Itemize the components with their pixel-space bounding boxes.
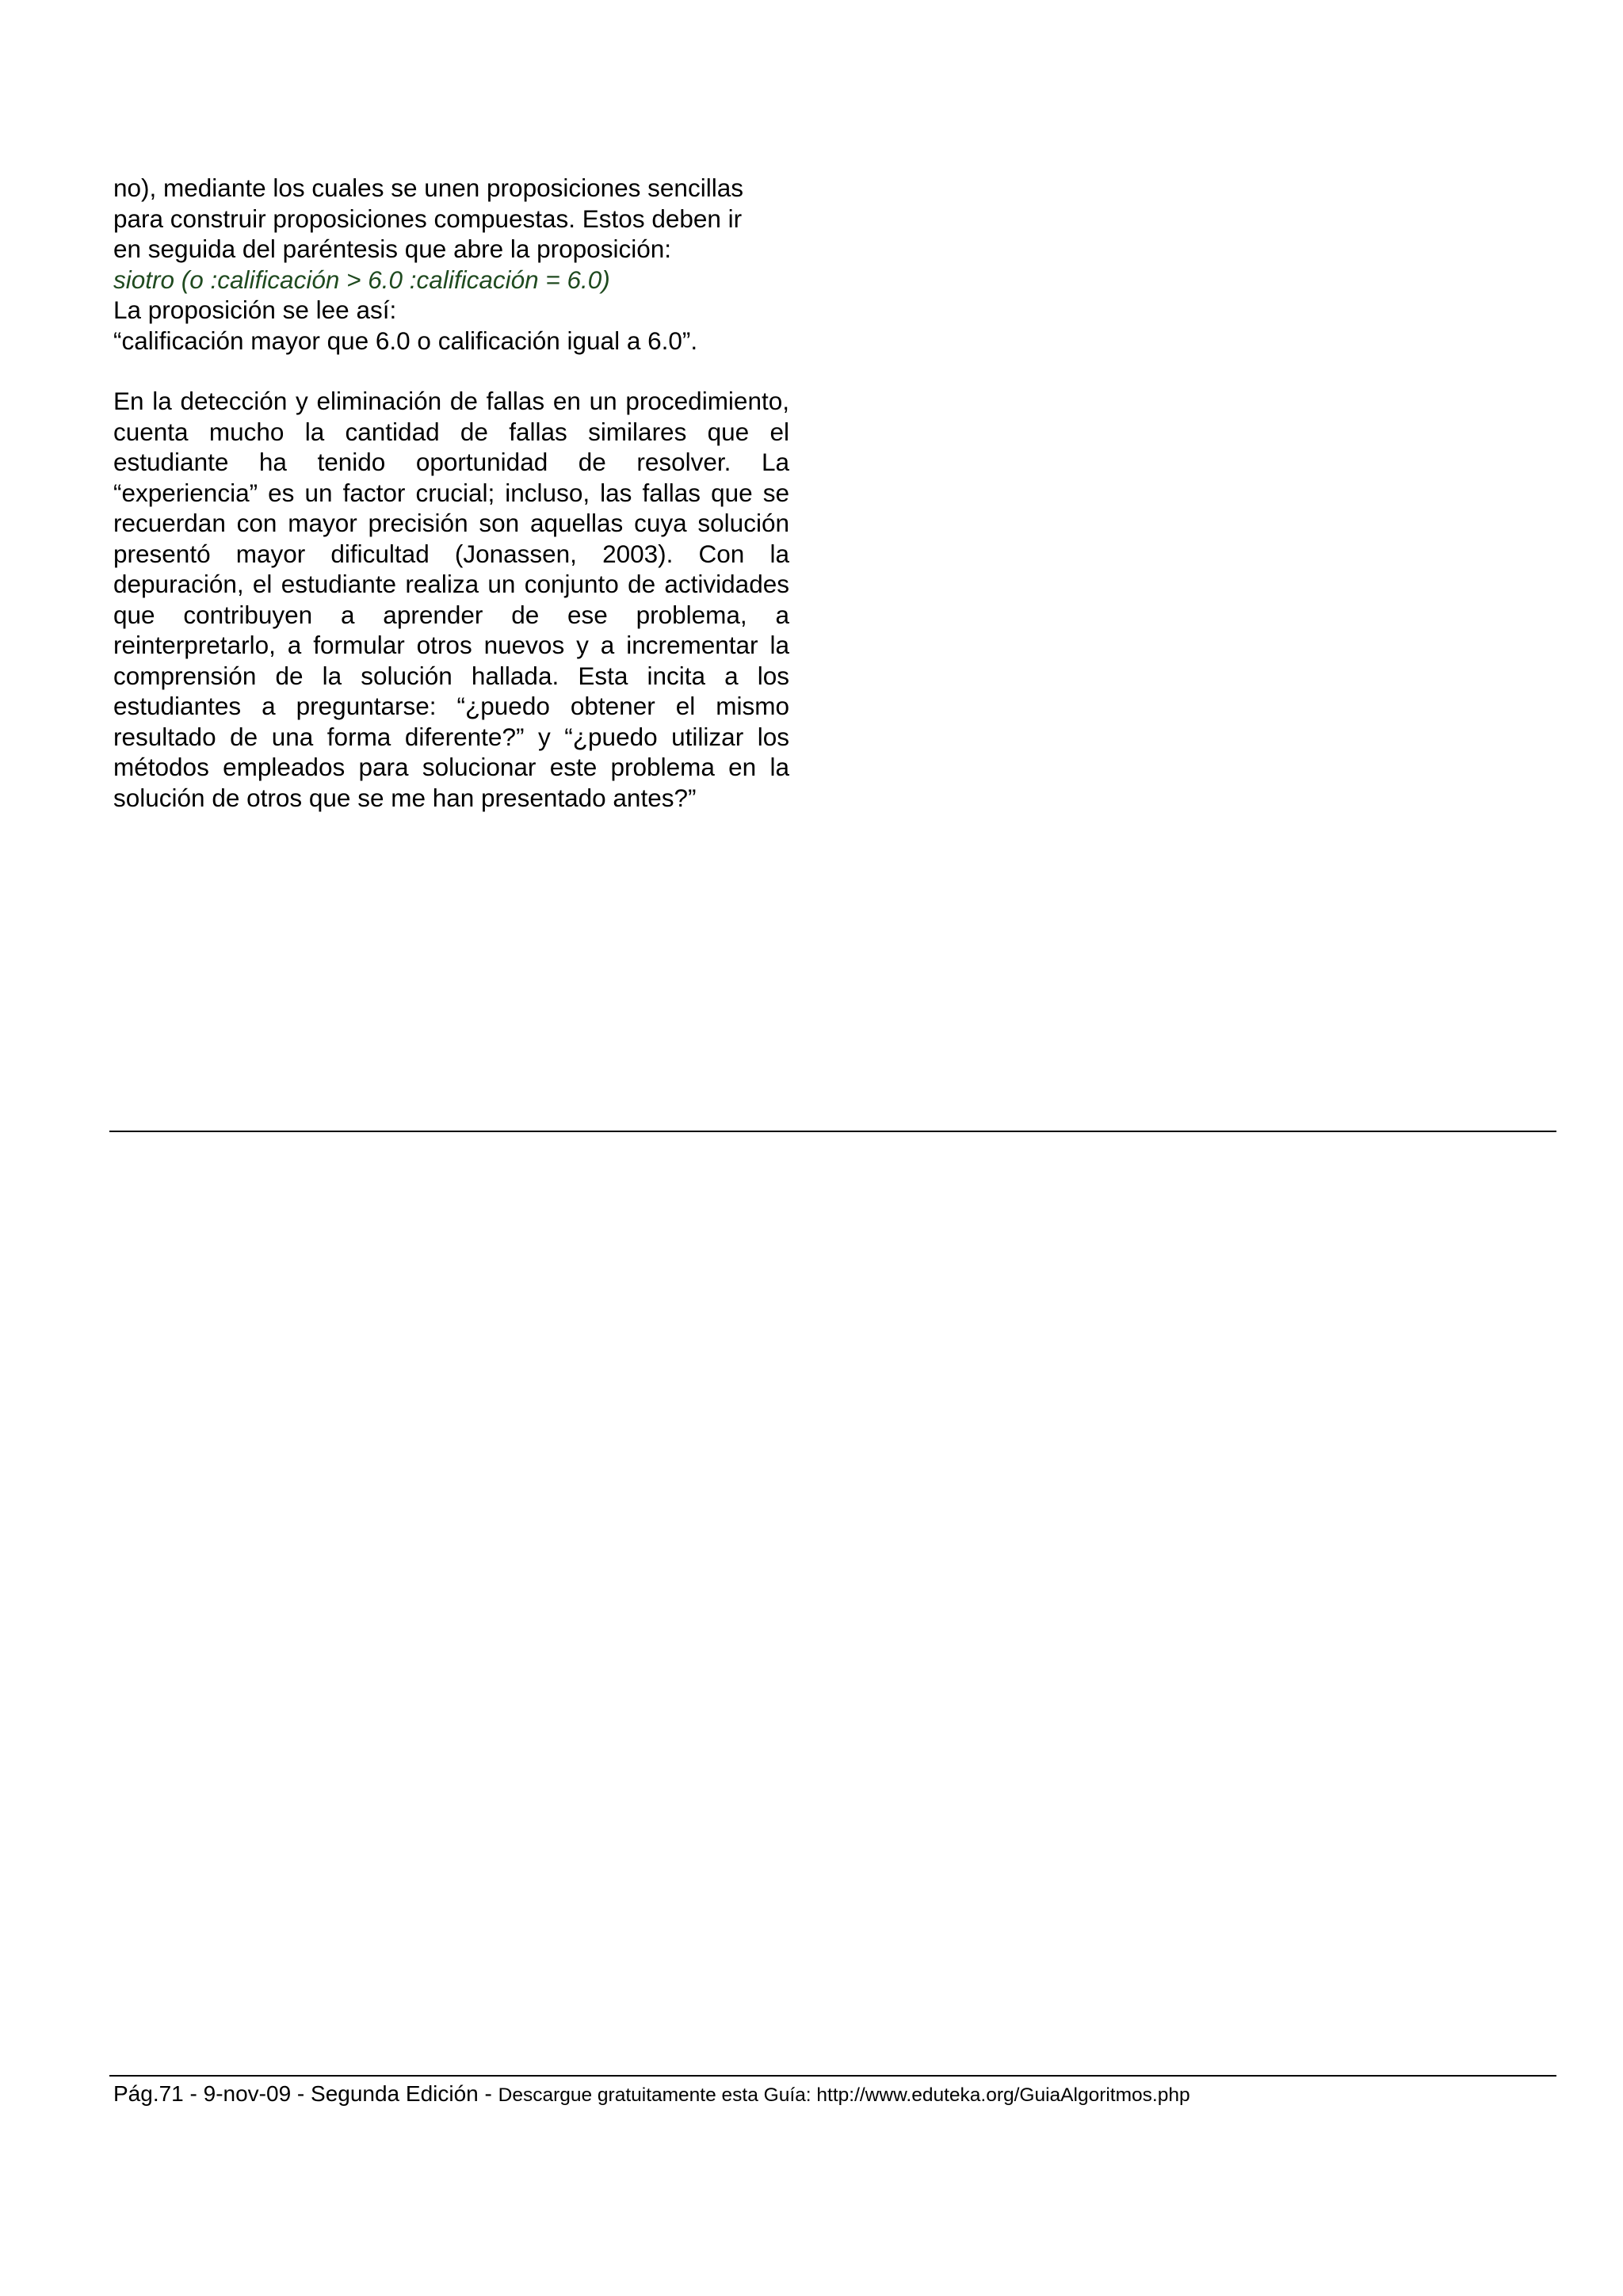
intro-line-1: no), mediante los cuales se unen proposiciones sencillas	[113, 174, 743, 202]
reading-line-1: La proposición se lee así:	[113, 296, 397, 324]
intro-line-2: para construir proposiciones compuestas. Estos deben ir	[113, 204, 743, 233]
intro-line-3: en seguida del paréntesis que abre la proposición:	[113, 235, 671, 263]
footer-page-info: Pág.71 - 9-nov-09 - Segunda Edición -	[113, 2081, 492, 2106]
page-footer	[113, 2080, 1190, 2110]
footer-divider	[109, 2075, 1556, 2077]
code-example: siotro (o :calificación > 6.0 :calificación = 6.0)	[113, 265, 610, 294]
text-column	[113, 173, 789, 813]
body-paragraph: En la detección y eliminación de fallas en un procedimiento, cuenta mucho la cantidad de fallas similares que el estudiante ha tenido oportunidad de resolver. La “experiencia” es un factor crucial; incluso, las fallas que se recuerdan con mayor precisión son aquellas cuya solución presentó mayor dificultad (Jonassen, 2003). Con la depuración, el estudiante realiza un conjunto de actividades que contribuyen a aprender de ese problema, a reinterpretarlo, a formular otros nuevos y a incrementar la comprensión de la solución hallada. Esta incita a los estudiantes a preguntarse: “¿puedo obtener el mismo resultado de una forma diferente?” y “¿puedo utilizar los métodos empleados para solucionar este problema en la solución de otros que se me han presentado antes?”	[113, 387, 789, 812]
reading-line-2: “calificación mayor que 6.0 o calificación igual a 6.0”.	[113, 326, 698, 355]
column-end-divider	[109, 1131, 1556, 1132]
footer-download-link: Descargue gratuitamente esta Guía: http://www.eduteka.org/GuiaAlgoritmos.php	[498, 2084, 1190, 2106]
